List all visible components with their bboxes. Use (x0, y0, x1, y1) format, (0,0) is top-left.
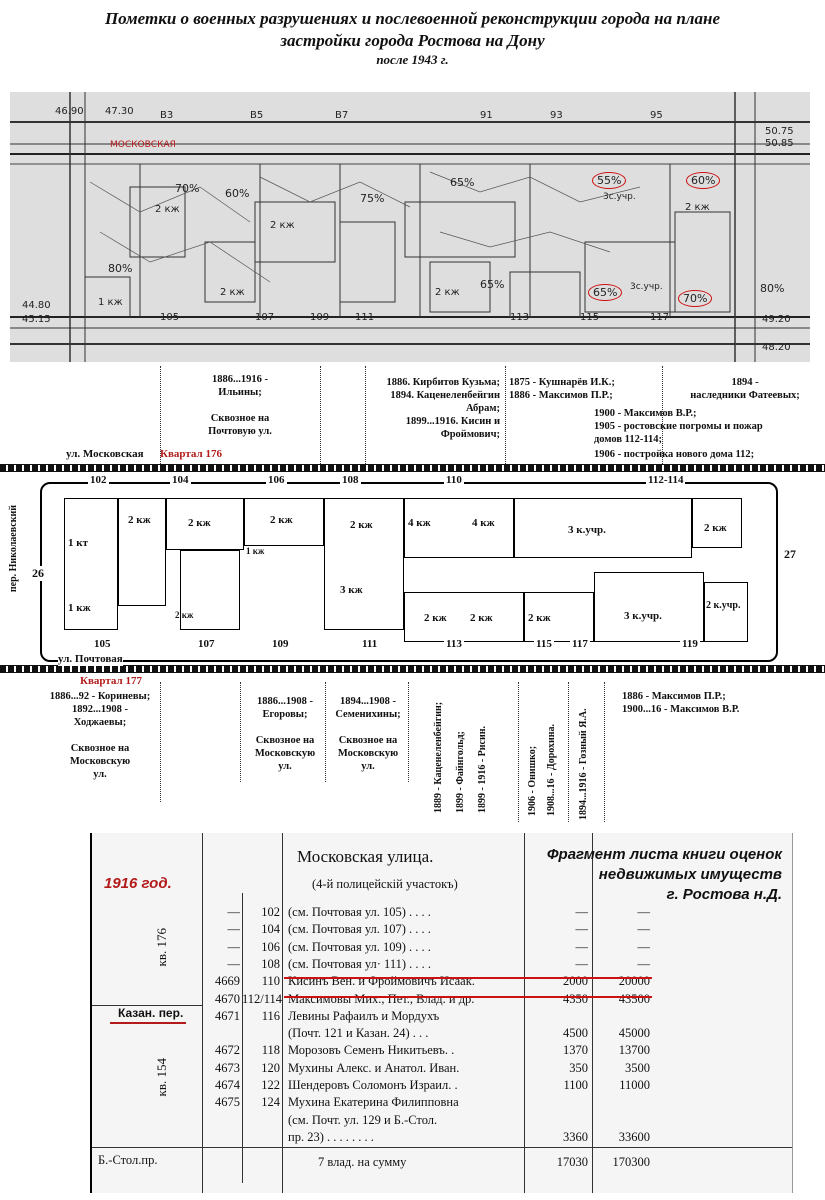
block-plan (40, 474, 778, 662)
survey-top-number: 46.90 (55, 106, 84, 117)
ledger-owner: Шендеровъ Соломонъ Израил. . (288, 1078, 458, 1092)
plan-label: 2 к.учр. (706, 600, 741, 611)
plan-label: 2 кж (424, 612, 447, 624)
lot-119 (594, 572, 704, 642)
ledger-rule (282, 833, 283, 1193)
ledger-sum: 33600 (618, 1129, 650, 1144)
plan-label: 2 кж (350, 519, 373, 531)
note-1906: 1906 - постройка нового дома 112; (594, 449, 755, 460)
note-faingold: 1899 - Файнгольд; (455, 731, 466, 813)
survey-street-label: МОСКОВСКАЯ (110, 140, 176, 150)
ledger-sum: 11000 (619, 1078, 650, 1092)
divider-line (518, 682, 519, 822)
house-number: 106 (268, 474, 285, 486)
ledger-sum: 20000 (618, 974, 650, 989)
plan-label: 3 к.учр. (624, 610, 662, 622)
note-semenikhin: 1894...1908 - Семенихины; Сквозное на Московскую ул. (335, 696, 401, 772)
ledger-house-no: 116 (261, 1008, 280, 1023)
plan-label: 2 кж (188, 517, 211, 529)
note-katsenelenbeigin: 1889 - Каценеленбейгин; (433, 701, 444, 813)
ledger-value: 350 (569, 1060, 588, 1075)
divider-line (568, 682, 569, 822)
ledger-owner: (см. Почтовая ул· 111) . . . . (288, 956, 432, 971)
plan-label: 3 к.учр. (568, 524, 606, 536)
street-moskovskaya: ул. Московская (66, 448, 144, 460)
note-maksimov-119: 1886 - Максимов П.Р.; 1900...16 - Максимов В.Р. (622, 691, 740, 715)
plan-label: 2 кж (270, 514, 293, 526)
house-number: 109 (272, 638, 289, 650)
street-line-pochtovaya (0, 665, 825, 673)
ledger-value: — (575, 939, 588, 954)
street-pochtovaya: ул. Почтовая (58, 653, 123, 665)
ledger-house-no: 106 (261, 939, 280, 954)
lane-number-26: 26 (32, 566, 44, 580)
damage-percent: 65% (450, 176, 475, 189)
title-line-1: Пометки о военных разрушениях и послевоенной реконструкции города на плане (104, 9, 721, 28)
ledger-house-no: 104 (261, 922, 280, 937)
ledger-register-no: 4671 (215, 1008, 240, 1023)
note-risin: 1899 - 1916 - Рисин. (477, 726, 488, 813)
survey-bottom-number: 113 (510, 312, 530, 323)
ledger-house-no: 122 (261, 1078, 280, 1092)
damage-percent: 70% (175, 182, 200, 195)
ledger-register-no: 4674 (215, 1078, 240, 1092)
ledger-sum: 43500 (618, 991, 650, 1006)
house-number: 107 (198, 638, 215, 650)
ledger-owner: Кисинъ Вен. и Фроймовичъ Исаак. (288, 974, 475, 989)
ledger-caption-line-3: г. Ростова н.Д. (666, 886, 782, 903)
plan-label: 3 кж (340, 584, 363, 596)
house-number: 117 (572, 638, 588, 650)
plan-label: 2 кж (175, 610, 194, 620)
survey-bottom-number: 105 (160, 312, 180, 323)
divider-line (604, 682, 605, 822)
plan-label: 2 кж (528, 612, 551, 624)
ledger-register-no: — (227, 922, 240, 937)
ledger-sum: — (637, 905, 650, 919)
ledger-register-no: 4673 (215, 1060, 240, 1075)
ledger-house-no: 118 (261, 1043, 280, 1058)
note-fateev: 1894 - наследники Фатеевых; (690, 377, 800, 401)
circled-damage-percent: 65% (588, 284, 622, 301)
ledger-kazan-underline (110, 1022, 186, 1024)
plan-label: 1 кж (68, 602, 91, 614)
ledger-owner: Левины Рафаилъ и Мордухъ (288, 1008, 440, 1023)
lane-number-27: 27 (784, 547, 796, 561)
damage-percent: 60% (225, 187, 250, 200)
page-subtitle: после 1943 г. (376, 52, 449, 67)
house-number: 102 (90, 474, 107, 486)
note-onishko: 1906 - Онишко; (527, 745, 538, 816)
house-number: 113 (446, 638, 462, 650)
floor-mark: 2 кж (685, 202, 710, 213)
survey-top-number: B3 (160, 110, 174, 121)
ledger-register-no: — (227, 905, 240, 919)
ledger-value: 2000 (563, 974, 588, 989)
note-gozny: 1894...1916 - Гозный Я.А. (578, 708, 589, 820)
divider-line (320, 366, 321, 466)
circled-damage-percent: 55% (592, 172, 626, 189)
ledger-owner: (см. Почтовая ул. 107) . . . . (288, 922, 431, 937)
divider-line (408, 682, 409, 782)
ledger-owner: (см. Почтовая ул. 105) . . . . (288, 905, 431, 919)
floor-mark: 2 кж (155, 204, 180, 215)
note-kirbitov: 1886. Кирбитов Кузьма; 1894. Каценеленбейгин Абрам; 1899...1916. Кисин и Фроймович; (386, 377, 500, 440)
lot-119b (704, 582, 748, 642)
house-number: 110 (446, 474, 462, 486)
floor-mark: 1 кж (98, 297, 123, 308)
ledger-sum: — (637, 939, 650, 954)
ledger-owner: Мухина Екатерина Филипповна (288, 1095, 459, 1110)
highlight-underline-110 (284, 977, 652, 979)
ledger-value: — (575, 922, 588, 937)
survey-bottom-number: 107 (255, 312, 275, 323)
ledger-total-label: 7 влад. на сумму (318, 1155, 407, 1169)
ledger-register-no: — (227, 956, 240, 971)
circled-damage-percent: 60% (686, 172, 720, 189)
survey-top-number: B7 (335, 110, 349, 121)
ledger-owner: Морозовъ Семенъ Никитьевъ. . (288, 1043, 455, 1058)
ledger-sum: — (637, 922, 650, 937)
ledger-caption-line-1: Фрагмент листа книги оценок (546, 846, 782, 863)
survey-bottom-number: 111 (355, 312, 375, 323)
survey-bottom-number: 115 (580, 312, 600, 323)
ledger-subheading: (4-й полицейскiй участокъ) (312, 877, 458, 891)
ledger-year: 1916 год. (104, 875, 172, 892)
note-dorokhina: 1908...16 - Дорохина. (546, 723, 557, 816)
house-number: 105 (94, 638, 111, 650)
lot-113 (404, 592, 524, 642)
ledger-owner: пр. 23) . . . . . . . . (288, 1129, 374, 1144)
ledger-house-no: 112/114 (242, 991, 283, 1006)
survey-top-number: 50.85 (765, 138, 794, 149)
ledger-house-no: 108 (261, 956, 280, 971)
house-number: 112-114 (648, 474, 684, 486)
ledger-house-no: 110 (261, 974, 280, 989)
house-number: 119 (682, 638, 698, 650)
lane-nikolaevsky: пер. Николаевский (8, 505, 19, 593)
survey-top-number: 50.75 (765, 126, 794, 137)
divider-line (505, 366, 506, 466)
note-ilyin: 1886...1916 - Ильины; Сквозное на Почтовую ул. (208, 374, 272, 437)
ledger-house-no: 102 (261, 905, 280, 919)
note-egorov: 1886...1908 - Егоровы; Сквозное на Московскую ул. (254, 696, 316, 772)
ledger-register-no: — (227, 939, 240, 954)
house-number: 111 (362, 638, 378, 650)
ledger-register-no: 4675 (215, 1095, 240, 1110)
note-maksimov-1900: 1900 - Максимов В.Р.; 1905 - ростовские погромы и пожар домов 112-114; (594, 408, 763, 445)
page-title (0, 8, 825, 52)
ledger-caption-line-2: недвижимых имуществ (598, 866, 782, 883)
ledger-quarter-176: кв. 176 (154, 928, 169, 967)
ledger-owner: Мухины Алекс. и Анатол. Иван. (288, 1060, 460, 1075)
note-korinev: 1886...92 - Кориневы; 1892...1908 - Ходжаевы; Сквозное на Московскую ул. (49, 691, 151, 780)
ledger-sum: 3500 (625, 1060, 650, 1075)
survey-bottom-number: 44.80 (22, 300, 51, 311)
ledger-value: 1370 (563, 1043, 588, 1058)
circled-damage-percent: 70% (678, 290, 712, 307)
survey-bottom-number: 48.20 (762, 342, 791, 353)
quarter-176: Квартал 176 (160, 448, 222, 460)
ledger-quarter-154: кв. 154 (154, 1058, 169, 1097)
survey-top-number: B5 (250, 110, 264, 121)
damage-percent: 80% (760, 282, 785, 295)
survey-sketch (10, 92, 810, 362)
ledger-value: — (575, 956, 588, 971)
note-kushnarev: 1875 - Кушнарёв И.К.; 1886 - Максимов П.Р.; (509, 377, 615, 401)
ledger-register-no: 4672 (215, 1043, 240, 1058)
plan-label: 4 кж (472, 517, 495, 529)
plan-label: 1 кж (246, 546, 265, 556)
ledger-owner: Максимовы Мих., Пет., Влад. и др. (288, 991, 475, 1006)
survey-plan-image (10, 92, 810, 362)
street-line-moskovskaya (0, 464, 825, 472)
survey-top-number: 47.30 (105, 106, 134, 117)
survey-bottom-number: 117 (650, 312, 670, 323)
floor-mark: 2 кж (220, 287, 245, 298)
ledger-register-no: 4670 (215, 991, 240, 1006)
ledger-sum: — (637, 956, 650, 971)
plan-label: 2 кж (704, 522, 727, 534)
survey-top-number: 91 (480, 110, 493, 121)
survey-bottom-number: 49.20 (762, 314, 791, 325)
house-number: 115 (536, 638, 552, 650)
title-line-2: застройки города Ростова на Дону (280, 31, 545, 50)
ledger-value: 4500 (563, 1026, 588, 1041)
divider-line (160, 682, 161, 802)
ledger-sum: 13700 (618, 1043, 650, 1058)
ledger-value: 1100 (563, 1078, 588, 1092)
ledger-sum: 45000 (618, 1026, 650, 1041)
ledger-bstol-lane: Б.-Стол.пр. (98, 1153, 158, 1167)
ledger-owner: (см. Почт. ул. 129 и Б.-Стол. (288, 1112, 438, 1127)
divider-line (325, 682, 326, 782)
ledger-house-no: 120 (261, 1060, 280, 1075)
divider-line (240, 682, 241, 782)
plan-label: 2 кж (470, 612, 493, 624)
ledger-value: 3360 (563, 1129, 588, 1144)
survey-bottom-number: 45.15 (22, 314, 51, 325)
survey-top-number: 93 (550, 110, 563, 121)
survey-top-number: 95 (650, 110, 663, 121)
ledger-owner: (см. Почтовая ул. 109) . . . . (288, 939, 431, 954)
ledger-house-no: 124 (261, 1095, 280, 1110)
damage-percent: 75% (360, 192, 385, 205)
ledger-kazan-lane: Казан. пер. (118, 1006, 184, 1020)
house-number: 108 (342, 474, 359, 486)
damage-percent: 65% (480, 278, 505, 291)
quarter-177: Квартал 177 (80, 675, 142, 687)
ledger-caption (452, 845, 782, 905)
plan-label: 2 кж (128, 514, 151, 526)
ledger-total-value: 17030 (556, 1155, 588, 1169)
ledger-value: — (575, 905, 588, 919)
lot-108 (324, 498, 404, 630)
ledger-heading: Московская улица. (297, 847, 434, 866)
ledger-total-sum: 170300 (612, 1155, 650, 1169)
survey-bottom-number: 109 (310, 312, 330, 323)
floor-mark: 3с.учр. (630, 282, 663, 292)
highlight-underline-112 (284, 996, 652, 998)
ledger-value: 4350 (563, 991, 588, 1006)
ledger-fragment (90, 833, 793, 1193)
floor-mark: 3с.учр. (603, 192, 636, 202)
ledger-rule (92, 1147, 792, 1148)
damage-percent: 80% (108, 262, 133, 275)
floor-mark: 2 кж (270, 220, 295, 231)
house-number: 104 (172, 474, 189, 486)
ledger-owner: (Почт. 121 и Казан. 24) . . . (288, 1026, 429, 1041)
floor-mark: 2 кж (435, 287, 460, 298)
ledger-register-no: 4669 (215, 974, 240, 989)
plan-label: 1 кт (68, 537, 88, 549)
plan-label: 4 кж (408, 517, 431, 529)
